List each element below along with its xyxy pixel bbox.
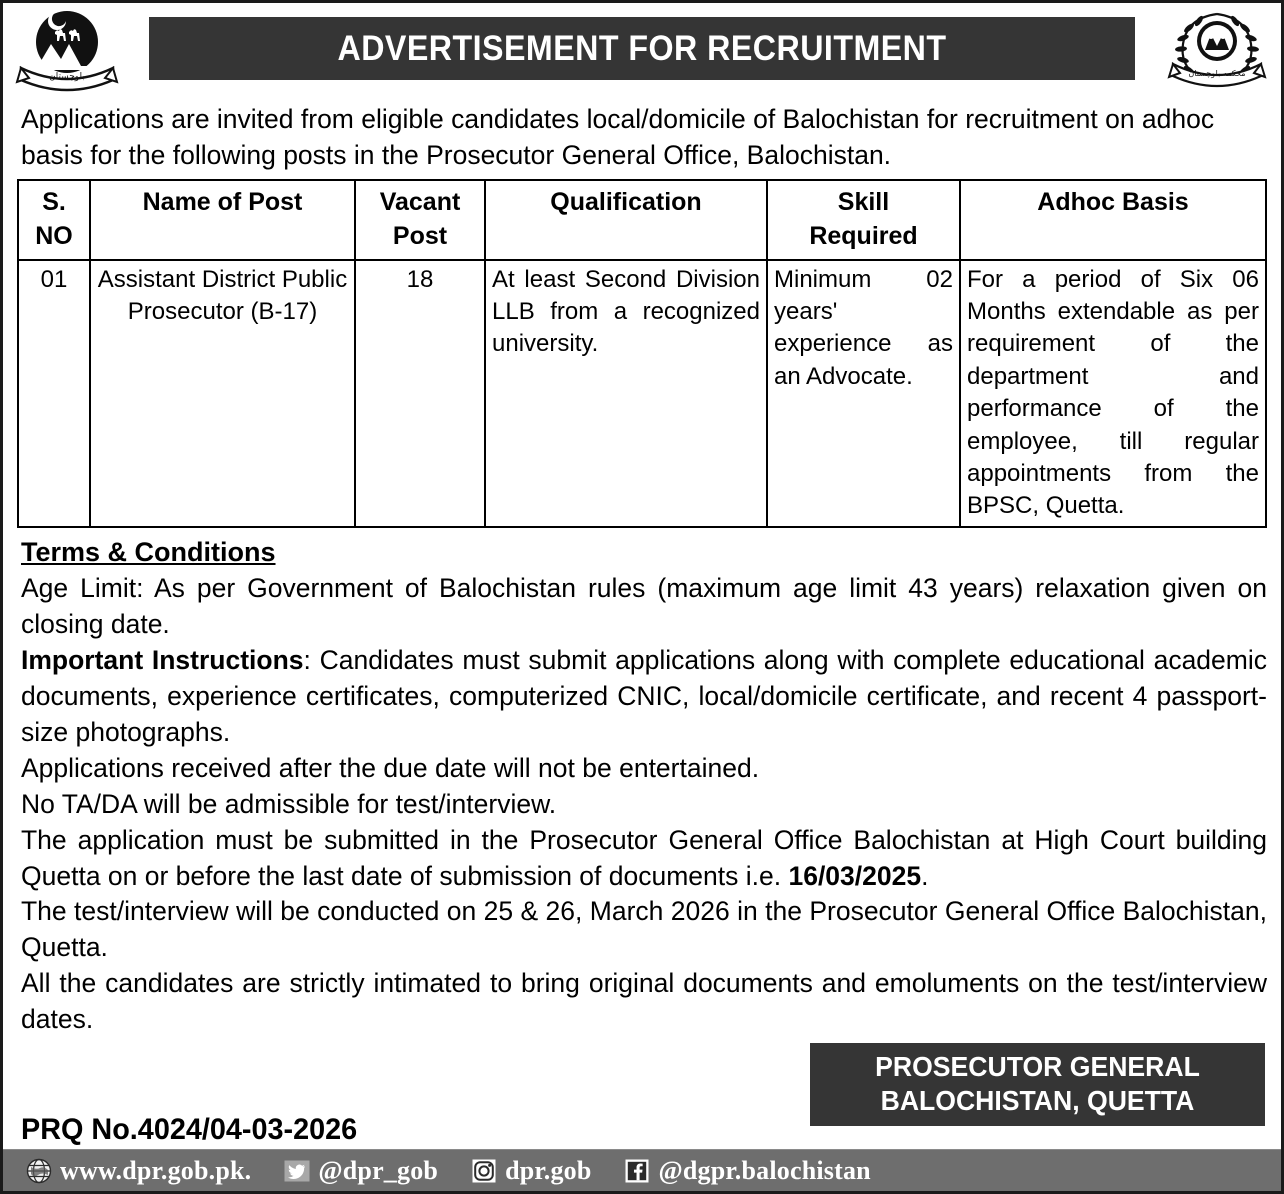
signature-line-2: BALOCHISTAN, QUETTA bbox=[880, 1084, 1195, 1116]
term-submission bbox=[21, 823, 1267, 895]
intro-paragraph: Applications are invited from eligible candidates local/domicile of Balochistan for recruitment on adhoc basis for the following posts in the Prosecutor General Office, Balochistan. bbox=[21, 104, 1215, 171]
posts-table-wrapper bbox=[3, 179, 1281, 528]
terms-title: Terms & Conditions bbox=[21, 536, 276, 567]
cell-name-of-post: Assistant District Public Prosecutor (B-17) bbox=[90, 260, 355, 527]
term-age-limit: Age Limit: As per Government of Balochistan rules (maximum age limit 43 years) relaxation given on closing date. bbox=[21, 573, 1267, 640]
signature-area bbox=[3, 1041, 1281, 1149]
important-instructions-label: Important Instructions bbox=[21, 645, 304, 676]
svg-text:بلوچستان: بلوچستان bbox=[49, 72, 85, 82]
submission-text-part1: The application must be submitted in the Prosecutor General Office Balochistan at High Court building Quetta on or before the last date of submission of documents i.e. bbox=[21, 824, 1267, 891]
twitter-icon bbox=[283, 1157, 310, 1184]
term-no-tada: No TA/DA will be admissible for test/interview. bbox=[21, 788, 557, 819]
cell-skill-required: Minimum 02 years' experience as an Advocate. bbox=[767, 260, 960, 527]
globe-icon bbox=[25, 1157, 52, 1184]
cell-sno: 01 bbox=[18, 260, 90, 527]
table-row bbox=[18, 260, 1266, 527]
col-header-vacant-post: Vacant Post bbox=[355, 180, 485, 260]
footer-item-website[interactable] bbox=[25, 1156, 251, 1186]
submission-deadline-date: 16/03/2025 bbox=[788, 860, 922, 891]
terms-and-conditions-section bbox=[3, 528, 1281, 1041]
svg-text:محکمه بلوچستان: محکمه بلوچستان bbox=[1188, 69, 1246, 78]
social-media-footer bbox=[3, 1149, 1281, 1191]
footer-twitter-handle: @dpr_gob bbox=[318, 1155, 439, 1185]
instagram-icon bbox=[470, 1157, 497, 1184]
term-test-interview: The test/interview will be conducted on 25 & 26, March 2026 in the Prosecutor General Office Balochistan, Quetta. bbox=[21, 896, 1267, 963]
col-header-name-of-post: Name of Post bbox=[90, 180, 355, 260]
cell-adhoc-basis: For a period of Six 06 Months extendable as per requirement of the department and performance of the employee, till regular appointments from the BPSC, Quetta. bbox=[960, 260, 1266, 527]
submission-text-part2: . bbox=[921, 860, 929, 891]
term-original-documents: All the candidates are strictly intimated to bring original documents and emoluments on the test/interview dates. bbox=[21, 968, 1267, 1035]
prosecutor-general-office-emblem-icon bbox=[1159, 5, 1275, 97]
footer-instagram-handle: dpr.gob bbox=[505, 1155, 592, 1185]
footer-item-twitter[interactable] bbox=[283, 1156, 438, 1186]
footer-facebook-handle: @dgpr.balochistan bbox=[658, 1155, 871, 1185]
term-late-applications: Applications received after the due date will not be entertained. bbox=[21, 752, 760, 783]
col-header-qualification: Qualification bbox=[485, 180, 767, 260]
col-header-skill-required: Skill Required bbox=[767, 180, 960, 260]
important-instructions-text: : Candidates must submit applications along with complete educational academic documents, experience certificates, computerized CNIC, local/domicile certificate, and recent 4 passport-size photographs. bbox=[21, 645, 1267, 747]
footer-item-facebook[interactable] bbox=[624, 1156, 871, 1186]
facebook-icon bbox=[624, 1157, 651, 1184]
posts-table bbox=[17, 179, 1267, 528]
col-header-adhoc-basis: Adhoc Basis bbox=[960, 180, 1266, 260]
page-title: ADVERTISEMENT FOR RECRUITMENT bbox=[337, 28, 947, 68]
page-header bbox=[3, 3, 1281, 99]
government-of-balochistan-emblem-icon bbox=[9, 5, 125, 97]
footer-website-text: www.dpr.gob.pk. bbox=[60, 1155, 252, 1185]
table-header-row bbox=[18, 180, 1266, 260]
col-header-sno: S. NO bbox=[18, 180, 90, 260]
advertisement-banner bbox=[149, 17, 1135, 80]
cell-vacant-post: 18 bbox=[355, 260, 485, 527]
cell-qualification: At least Second Division LLB from a recognized university. bbox=[485, 260, 767, 527]
signature-line-1: PROSECUTOR GENERAL bbox=[875, 1051, 1200, 1082]
signature-block bbox=[810, 1043, 1265, 1126]
term-important-instructions bbox=[21, 643, 1267, 751]
footer-item-instagram[interactable] bbox=[470, 1156, 591, 1186]
prq-number: PRQ No.4024/04-03-2026 bbox=[21, 1113, 358, 1146]
